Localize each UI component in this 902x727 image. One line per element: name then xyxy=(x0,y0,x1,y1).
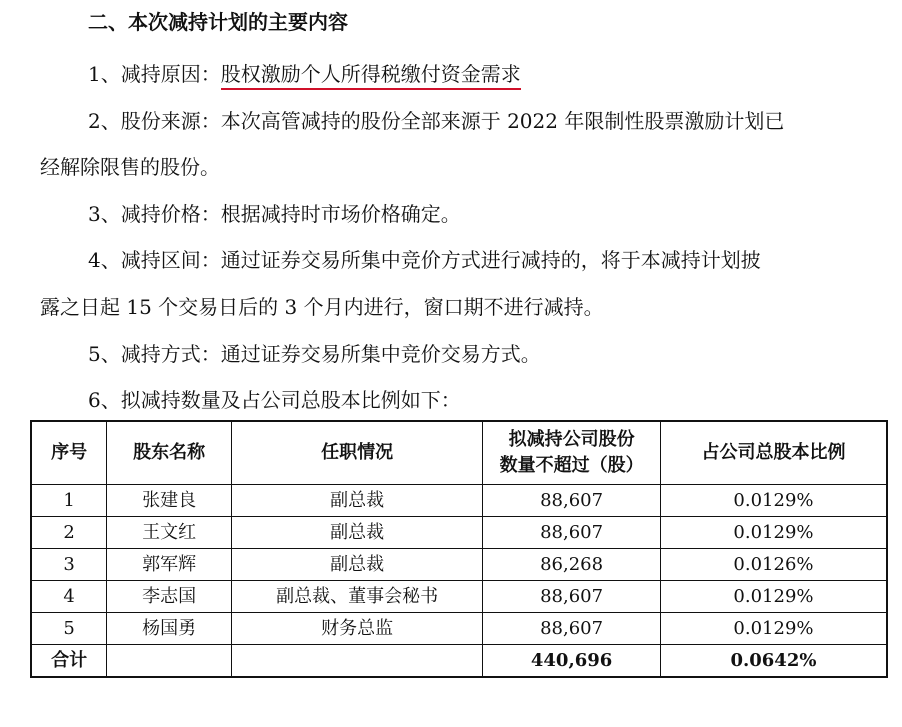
cell-shares: 88,607 xyxy=(483,613,661,645)
total-shares: 440,696 xyxy=(483,645,661,678)
item-period-line1: 4、减持区间：通过证券交易所集中竞价方式进行减持的，将于本减持计划披 xyxy=(88,248,761,272)
cell-shares: 88,607 xyxy=(483,485,661,517)
cell-position: 副总裁 xyxy=(231,517,482,549)
cell-name: 张建良 xyxy=(107,485,232,517)
header-shares-line2: 数量不超过（股） xyxy=(499,455,644,476)
cell-position: 副总裁、董事会秘书 xyxy=(231,581,482,613)
item-source-line2: 经解除限售的股份。 xyxy=(40,155,220,179)
table-row xyxy=(31,485,887,517)
table-total-row xyxy=(31,645,887,678)
item-period-line2: 露之日起 15 个交易日后的 3 个月内进行，窗口期不进行减持。 xyxy=(40,295,604,319)
header-name: 股东名称 xyxy=(107,421,232,485)
cell-position: 副总裁 xyxy=(231,485,482,517)
cell-name: 郭军辉 xyxy=(107,549,232,581)
cell-position: 副总裁 xyxy=(231,549,482,581)
table-header-row xyxy=(31,421,887,485)
total-position xyxy=(231,645,482,678)
cell-ratio: 0.0129% xyxy=(660,581,887,613)
table-row xyxy=(31,613,887,645)
cell-shares: 88,607 xyxy=(483,517,661,549)
item-reason xyxy=(88,60,521,88)
header-shares xyxy=(483,421,661,485)
cell-shares: 88,607 xyxy=(483,581,661,613)
cell-seq: 2 xyxy=(31,517,107,549)
item-reason-label: 1、减持原因： xyxy=(88,62,221,86)
item-price: 3、减持价格：根据减持时市场价格确定。 xyxy=(88,202,461,226)
cell-seq: 4 xyxy=(31,581,107,613)
reduction-table xyxy=(30,420,888,678)
item-method: 5、减持方式：通过证券交易所集中竞价交易方式。 xyxy=(88,342,541,366)
cell-seq: 1 xyxy=(31,485,107,517)
total-label: 合计 xyxy=(31,645,107,678)
cell-ratio: 0.0129% xyxy=(660,613,887,645)
item-quantity-intro: 6、拟减持数量及占公司总股本比例如下： xyxy=(88,388,461,412)
cell-ratio: 0.0126% xyxy=(660,549,887,581)
header-shares-line1: 拟减持公司股份 xyxy=(508,429,635,450)
item-reason-value: 股权激励个人所得税缴付资金需求 xyxy=(221,62,521,90)
total-name xyxy=(107,645,232,678)
cell-shares: 86,268 xyxy=(483,549,661,581)
cell-ratio: 0.0129% xyxy=(660,517,887,549)
total-ratio: 0.0642% xyxy=(660,645,887,678)
cell-name: 王文红 xyxy=(107,517,232,549)
header-ratio: 占公司总股本比例 xyxy=(660,421,887,485)
header-seq: 序号 xyxy=(31,421,107,485)
section-title: 二、本次减持计划的主要内容 xyxy=(88,10,348,34)
table-row xyxy=(31,549,887,581)
cell-name: 杨国勇 xyxy=(107,613,232,645)
cell-position: 财务总监 xyxy=(231,613,482,645)
cell-ratio: 0.0129% xyxy=(660,485,887,517)
cell-seq: 3 xyxy=(31,549,107,581)
table-row xyxy=(31,581,887,613)
cell-seq: 5 xyxy=(31,613,107,645)
item-source-line1: 2、股份来源：本次高管减持的股份全部来源于 2022 年限制性股票激励计划已 xyxy=(88,109,785,133)
table-row xyxy=(31,517,887,549)
header-position: 任职情况 xyxy=(231,421,482,485)
cell-name: 李志国 xyxy=(107,581,232,613)
